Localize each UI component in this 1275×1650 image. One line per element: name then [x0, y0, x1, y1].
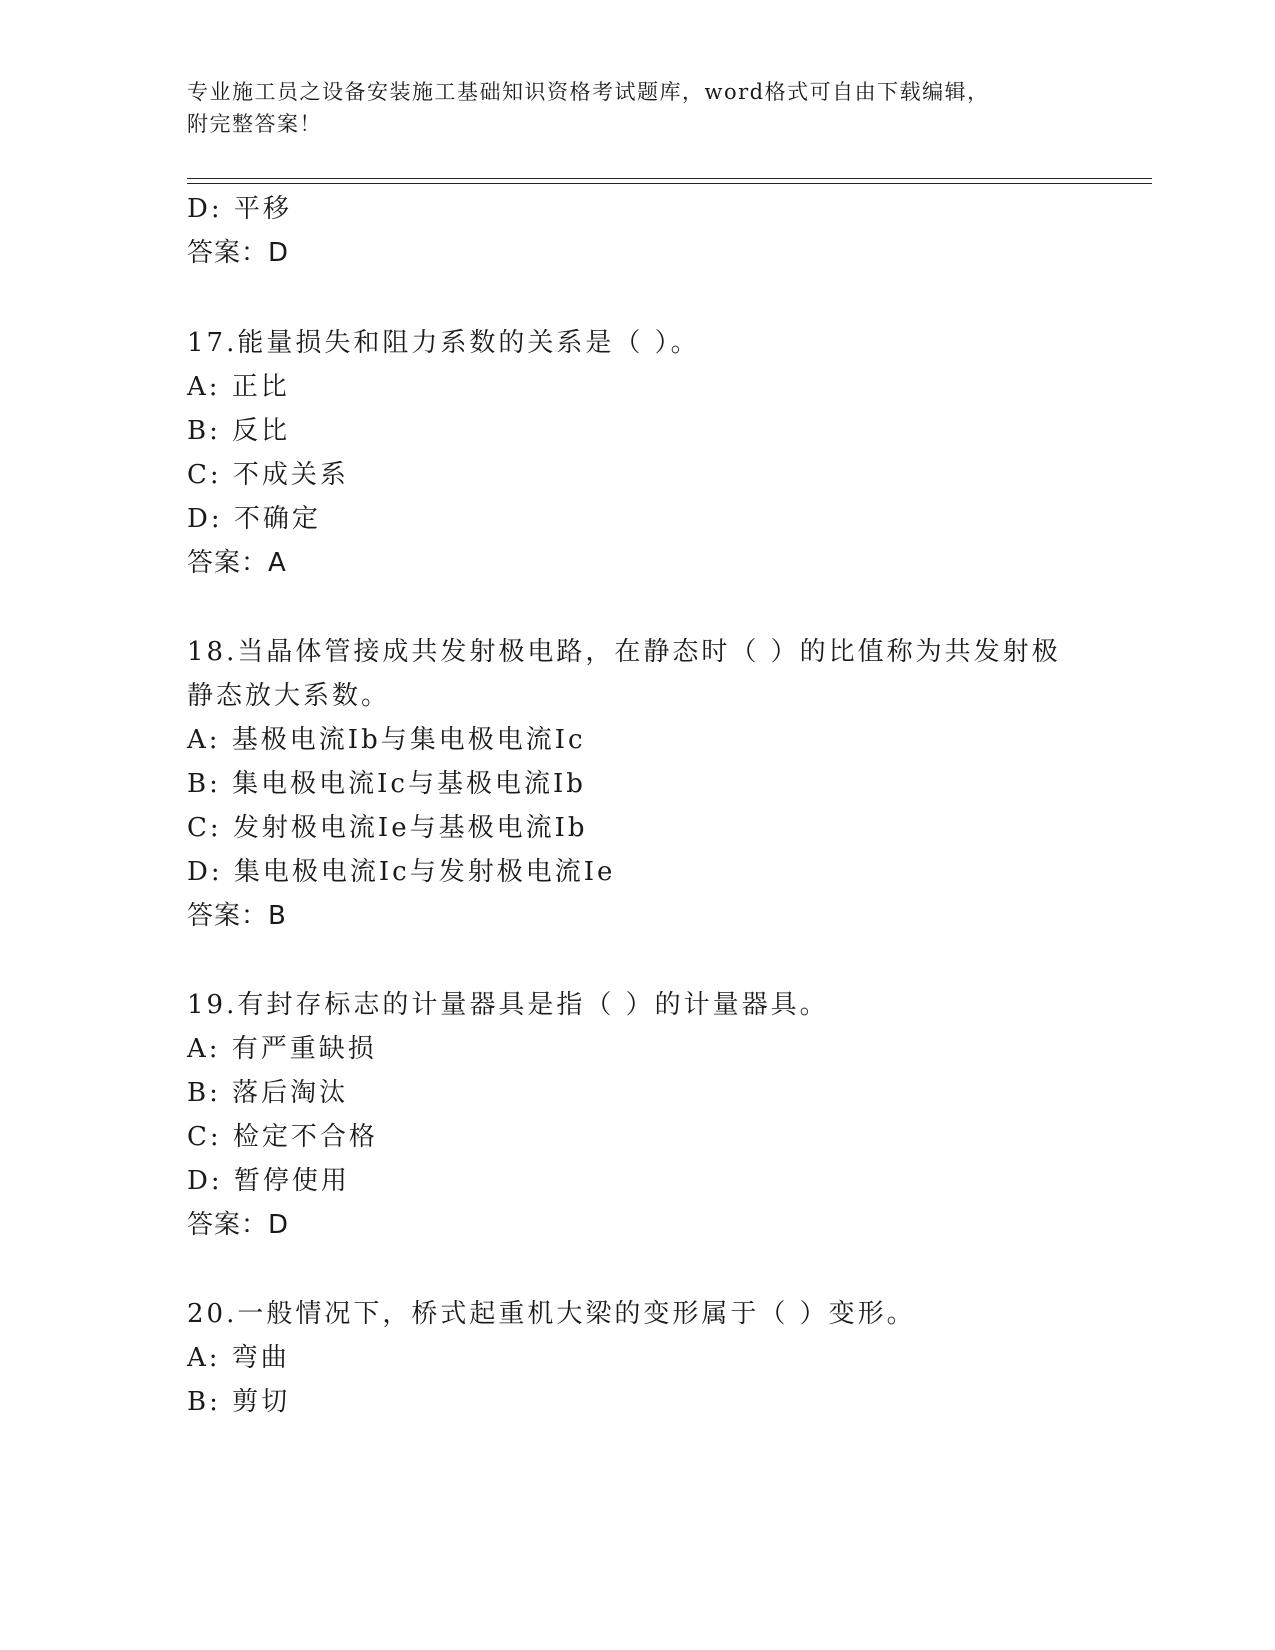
q18-answer: 答案：B	[187, 901, 287, 931]
q20-option-b: B: 剪切	[187, 1387, 291, 1417]
header-divider-top	[187, 178, 1152, 179]
q19-answer: 答案：D	[187, 1210, 290, 1240]
header-line-2: 附完整答案！	[187, 112, 322, 136]
header-divider-bottom	[187, 183, 1152, 184]
q18-option-b: B: 集电极电流Ic与基极电流Ib	[187, 769, 586, 799]
q20-option-a: A: 弯曲	[187, 1343, 290, 1373]
q16-answer: 答案：D	[187, 238, 290, 268]
q18-question-line-1: 18.当晶体管接成共发射极电路，在静态时（ ）的比值称为共发射极	[187, 637, 1061, 667]
q19-option-a: A: 有严重缺损	[187, 1034, 377, 1064]
q19-option-c: C: 检定不合格	[187, 1122, 378, 1152]
q19-option-b: B: 落后淘汰	[187, 1078, 349, 1108]
q18-option-c: C: 发射极电流Ie与基极电流Ib	[187, 813, 588, 843]
q17-answer: 答案：A	[187, 548, 287, 578]
header-line-1: 专业施工员之设备安装施工基础知识资格考试题库，word格式可自由下载编辑，	[187, 80, 990, 104]
q17-option-d: D: 不确定	[187, 504, 321, 534]
q19-option-d: D: 暂停使用	[187, 1166, 350, 1196]
q18-option-a: A: 基极电流Ib与集电极电流Ic	[187, 725, 586, 755]
q18-option-d: D: 集电极电流Ic与发射极电流Ie	[187, 857, 616, 887]
q18-question-line-2: 静态放大系数。	[187, 681, 391, 711]
q17-option-a: A: 正比	[187, 372, 290, 402]
q16-option-d: D: 平移	[187, 194, 292, 224]
document-header	[187, 76, 1067, 140]
q17-option-c: C: 不成关系	[187, 460, 349, 490]
q19-question: 19.有封存标志的计量器具是指（ ）的计量器具。	[187, 990, 829, 1020]
q17-option-b: B: 反比	[187, 416, 291, 446]
q20-question: 20.一般情况下，桥式起重机大梁的变形属于（ ）变形。	[187, 1299, 916, 1329]
q17-question: 17.能量损失和阻力系数的关系是（ ）。	[187, 328, 700, 358]
